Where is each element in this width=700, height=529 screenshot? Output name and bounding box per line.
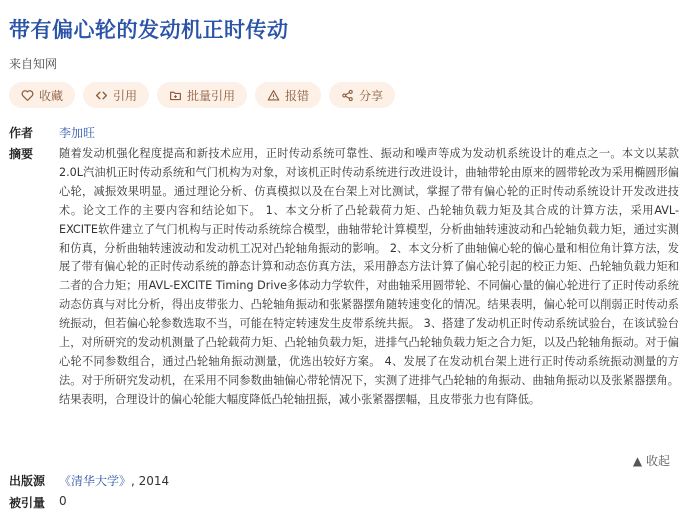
collapse-label: 收起	[645, 454, 670, 468]
report-error-button[interactable]	[255, 82, 321, 108]
folder-icon	[169, 89, 182, 102]
share-label: 分享	[359, 88, 384, 103]
caret-up-icon: ▲	[632, 454, 643, 468]
favorite-button[interactable]	[9, 82, 75, 108]
alert-icon	[267, 89, 280, 102]
author-row	[9, 124, 309, 142]
author-label: 作者	[9, 126, 34, 140]
action-bar	[9, 82, 395, 108]
cited-label: 被引量	[9, 496, 46, 510]
share-button[interactable]	[329, 82, 395, 108]
batch-cite-button[interactable]	[157, 82, 247, 108]
author-link[interactable]: 李加旺	[59, 126, 96, 140]
page-title: 带有偏心轮的发动机正时传动	[9, 18, 289, 42]
cited-count: 0	[59, 494, 67, 508]
share-icon	[341, 89, 354, 102]
favorite-label: 收藏	[39, 88, 64, 103]
source-site: 来自知网	[9, 57, 58, 71]
report-error-label: 报错	[285, 88, 310, 103]
collapse-button[interactable]	[633, 452, 670, 469]
batch-cite-label: 批量引用	[187, 88, 236, 103]
abstract-label: 摘要	[9, 147, 34, 161]
publication-value	[59, 472, 169, 489]
code-icon	[95, 89, 108, 102]
abstract-text: 随着发动机强化程度提高和新技术应用，正时传动系统可靠性、振动和噪声等成为发动机系统设计的难点之一。本文以某款2.0L汽油机正时传动系统和气门机构为对象，对该机正时传动系统进行改进设计，曲轴带轮由原来的圆带轮改为采用椭圆形偏心轮，减振效果明显。通过理论分析、仿真模拟以及在台架上对比测试，掌握了带有偏心轮的正时传动系统设计开发改进技术。论文工作的主要内容和结论如下。 1、本文分析了凸轮载荷力矩、凸轮轴负载力矩及其合成的计算方法，采用AVL-EXCITE软件建立了气门机构与正时传动系统综合模型，曲轴带轮计算模型，分析曲轴转速波动和凸轮轴负载力矩，通过实测和仿真，分析曲轴转速波动和发动机工况对凸轮轴角振动的影响。 2、本文分析了曲轴偏心轮的偏心量和相位角计算方法，发展了带有偏心轮的正时传动系统的静态计算和动态仿真方法，采用静态方法计算了偏心轮引起的校正力矩、凸轮轴负载力矩和二者的合力矩；用AVL-EXCITE Timing Drive多体动力学软件，对曲轴采用圆带轮、不同偏心量的偏心轮进行了正时传动系统动态仿真与对比分析，得出皮带张力、凸轮轴角振动和张紧器摆角随转速变化的情况。结果表明，偏心轮可以削弱正时传动系统振动，但若偏心轮参数选取不当，可能在特定转速发生皮带系统共振。 3、搭建了发动机正时传动系统试验台，在该试验台上，对所研究的发动机测量了凸轮载荷力矩、凸轮轴负载力矩，进排气凸轮轴负载力矩之合力矩，以及凸轮轴角振动。对于偏心轮不同参数组合，通过凸轮轴角振动测量，优选出较好方案。 4、发展了在发动机台架上进行正时传动系统振动测量的方法。对于所研究发动机，在采用不同参数曲轴偏心带轮情况下，实测了进排气凸轮轴的角振动、曲轴角振动以及张紧器摆角。结果表明，合理设计的偏心轮能大幅度降低凸轮轴扭振，减小张紧器摆幅，且皮带张力也有降低。	[59, 147, 679, 406]
publication-link[interactable]: 《清华大学》	[59, 474, 132, 488]
publication-year: , 2014	[131, 474, 170, 488]
cite-label: 引用	[113, 88, 138, 103]
publication-label: 出版源	[9, 474, 46, 488]
heart-icon	[21, 89, 34, 102]
cite-button[interactable]	[83, 82, 149, 108]
